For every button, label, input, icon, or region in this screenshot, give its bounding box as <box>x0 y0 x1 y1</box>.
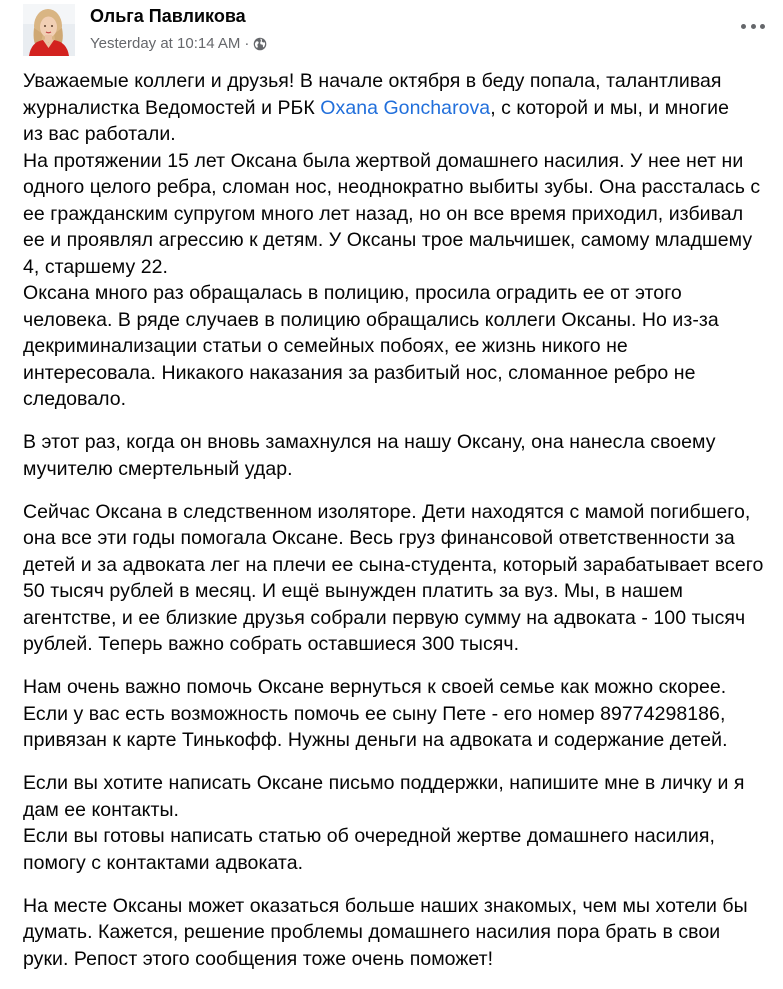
text-line: Нам очень важно помочь Оксане вернуться к своей семье как можно скорее. <box>23 676 727 698</box>
text-line: В этот раз, когда он вновь замахнулся на нашу Оксану, она нанесла своему <box>23 431 716 453</box>
text-line: думать. Кажется, решение проблемы домашнего насилия пора брать в свои <box>23 921 721 943</box>
text-line: интересовала. Никакого наказания за разбитый нос, сломанное ребро не <box>23 361 696 384</box>
post-paragraph <box>23 68 783 413</box>
text-line: На месте Оксаны может оказаться больше наших знакомых, чем мы хотели бы <box>23 894 748 917</box>
post-timestamp[interactable]: Yesterday at 10:14 AM <box>90 35 241 52</box>
post-header <box>23 4 763 56</box>
author-name[interactable]: Ольга Павликова <box>90 6 246 26</box>
text-line: руки. Репост этого сообщения тоже очень поможет! <box>23 947 494 970</box>
text-line: Уважаемые коллеги и друзья! В начале октября в беду попала, талантливая <box>23 70 722 92</box>
text-line: 4, старшему 22. <box>23 255 168 278</box>
text-line: помогу с контактами адвоката. <box>23 851 304 874</box>
post-meta <box>90 35 267 52</box>
text-line: Оксана много раз обращалась в полицию, просила оградить ее от этого <box>23 282 682 304</box>
text-line: рублей. Теперь важно собрать оставшиеся 300 тысяч. <box>23 633 520 655</box>
mention-link[interactable]: Oxana Goncharova <box>320 96 491 119</box>
text-line: декриминализации статьи о семейных побоях, ее жизнь никого не <box>23 335 628 357</box>
more-horizontal-icon-dot <box>751 24 756 29</box>
post-paragraph <box>23 429 783 482</box>
text-line: одного целого ребра, сломан нос, неоднократно выбиты зубы. Она рассталась с <box>23 176 761 198</box>
text-line <box>23 95 783 122</box>
author-avatar[interactable] <box>23 4 75 56</box>
text-line: из вас работали. <box>23 123 176 145</box>
post-paragraph <box>23 770 783 876</box>
post-body <box>23 68 783 989</box>
avatar-photo <box>23 4 75 56</box>
meta-separator: · <box>244 35 250 52</box>
text-segment: , с которой и мы, и многие <box>490 96 729 119</box>
text-line: Если вы хотите написать Оксане письмо поддержки, напишите мне в личку и я <box>23 772 745 794</box>
more-options-button[interactable] <box>741 18 765 34</box>
text-line: дам ее контакты. <box>23 798 179 821</box>
post-paragraph <box>23 674 783 754</box>
text-line: На протяжении 15 лет Оксана была жертвой домашнего насилия. У нее нет ни <box>23 149 744 172</box>
more-horizontal-icon-dot <box>760 24 765 29</box>
text-line: Если у вас есть возможность помочь ее сыну Пете - его номер 89774298186, <box>23 702 726 725</box>
text-line: ее гражданским супругом много лет назад, но он все время приходил, избивал <box>23 202 744 225</box>
text-line: она все эти годы помогала Оксане. Весь груз финансовой ответственности за <box>23 527 735 549</box>
text-line: агентстве, и ее близкие друзья собрали первую сумму на адвоката - 100 тысяч <box>23 606 746 629</box>
text-line: следовало. <box>23 388 127 410</box>
more-horizontal-icon <box>741 24 746 29</box>
text-line: ее и проявлял агрессию к детям. У Оксаны трое мальчишек, самому младшему <box>23 229 753 251</box>
text-segment: журналистка Ведомостей и РБК <box>23 96 321 119</box>
text-line: Если вы готовы написать статью об очередной жертве домашнего насилия, <box>23 825 715 847</box>
text-line: человека. В ряде случаев в полицию обращались коллеги Оксаны. Но из-за <box>23 308 719 331</box>
post-paragraph <box>23 893 783 973</box>
text-line: Сейчас Оксана в следственном изоляторе. Дети находятся с мамой погибшего, <box>23 500 751 523</box>
text-line: привязан к карте Тинькофф. Нужны деньги на адвоката и содержание детей. <box>23 729 728 751</box>
text-line: 50 тысяч рублей в месяц. И ещё вынужден платить за вуз. Мы, в нашем <box>23 580 683 602</box>
post-paragraph <box>23 499 783 658</box>
text-line: детей и за адвоката лег на плечи ее сына-студента, который зарабатывает всего <box>23 553 764 576</box>
text-line: мучителю смертельный удар. <box>23 457 293 480</box>
globe-icon[interactable] <box>253 37 267 51</box>
